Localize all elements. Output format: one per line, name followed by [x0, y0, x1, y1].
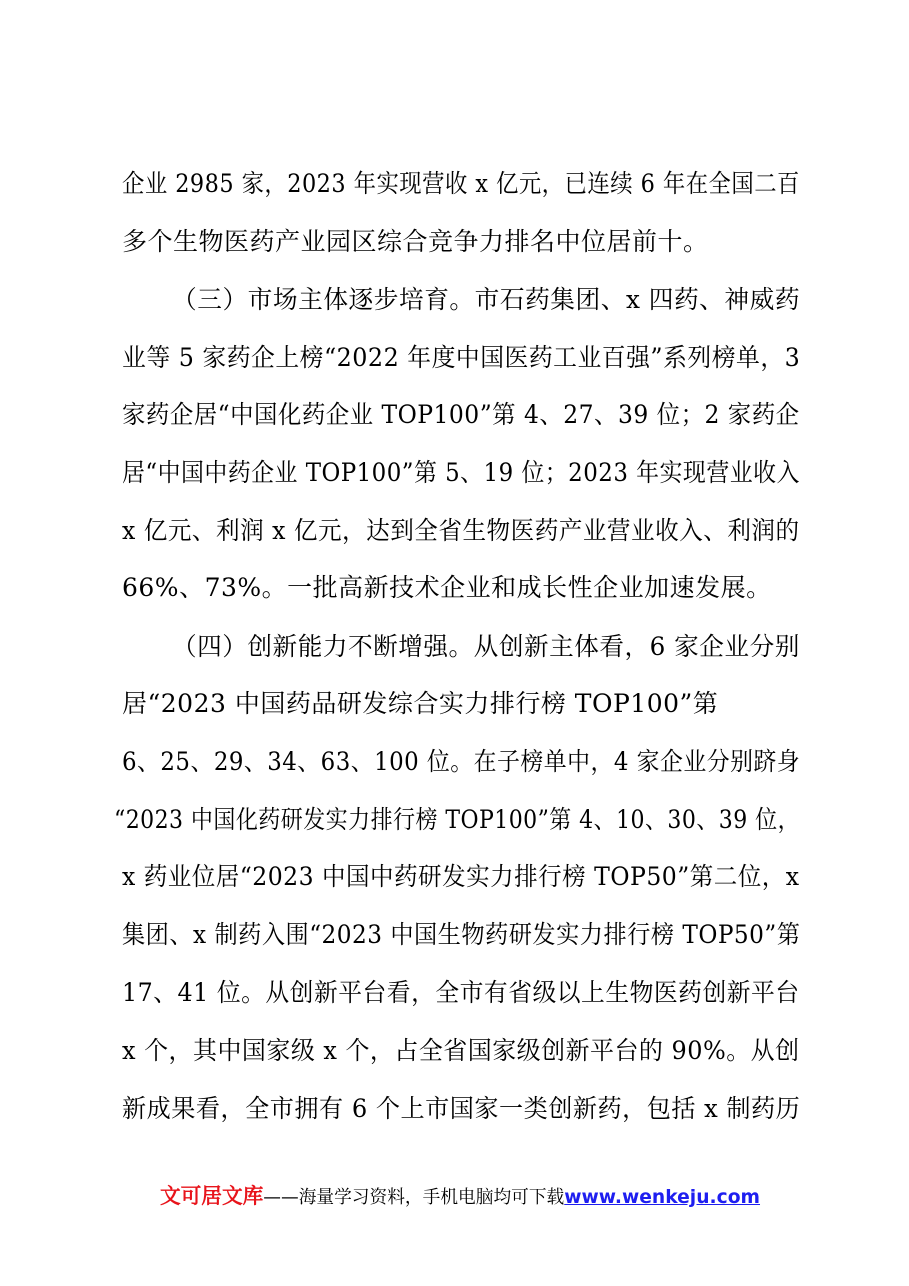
body-text-line: x 个，其中国家级 x 个，占全省国家级创新平台的 90%。从创 — [122, 1036, 800, 1065]
body-text-line: 居“2023 中国药品研发综合实力排行榜 TOP100”第 — [122, 689, 719, 718]
body-text-line: “2023 中国化药研发实力排行榜 TOP100”第 4、10、30、39 位， — [114, 805, 801, 834]
body-text-line: x 亿元、利润 x 亿元，达到全省生物医药产业营业收入、利润的 — [122, 516, 800, 545]
body-text-line: 多个生物医药产业园区综合竞争力排名中位居前十。 — [122, 227, 709, 256]
website-link[interactable]: www.wenkeju.com — [564, 1186, 761, 1208]
body-text-line: 企业 2985 家，2023 年实现营收 x 亿元，已连续 6 年在全国二百 — [122, 169, 800, 198]
body-text-line: 6、25、29、34、63、100 位。在子榜单中，4 家企业分别跻身 — [122, 747, 801, 776]
section-heading-line: （三）市场主体逐步培育。市石药集团、x 四药、神威药 — [172, 285, 801, 314]
body-text-line: x 药业位居“2023 中国中药研发实力排行榜 TOP50”第二位，x — [122, 862, 800, 891]
footer-watermark — [160, 1181, 760, 1213]
body-text-line: 新成果看，全市拥有 6 个上市国家一类创新药，包括 x 制药历 — [122, 1094, 801, 1123]
body-text-line: 17、41 位。从创新平台看，全市有省级以上生物医药创新平台 — [122, 978, 800, 1007]
body-text-line: 家药企居“中国化药企业 TOP100”第 4、27、39 位；2 家药企 — [122, 400, 800, 429]
body-text-line: 居“中国中药企业 TOP100”第 5、19 位；2023 年实现营业收入 — [122, 458, 800, 487]
section-heading-line: （四）创新能力不断增强。从创新主体看，6 家企业分别 — [172, 632, 800, 661]
brand-name: 文可居文库 — [160, 1184, 264, 1208]
body-text-line: 66%、73%。一批高新技术企业和成长性企业加速发展。 — [122, 573, 772, 602]
footer-tagline: ——海量学习资料，手机电脑均可下载 — [263, 1187, 565, 1208]
body-text-line: 业等 5 家药企上榜“2022 年度中国医药工业百强”系列榜单，3 — [122, 343, 801, 372]
body-text-line: 集团、x 制药入围“2023 中国生物药研发实力排行榜 TOP50”第 — [122, 920, 801, 949]
